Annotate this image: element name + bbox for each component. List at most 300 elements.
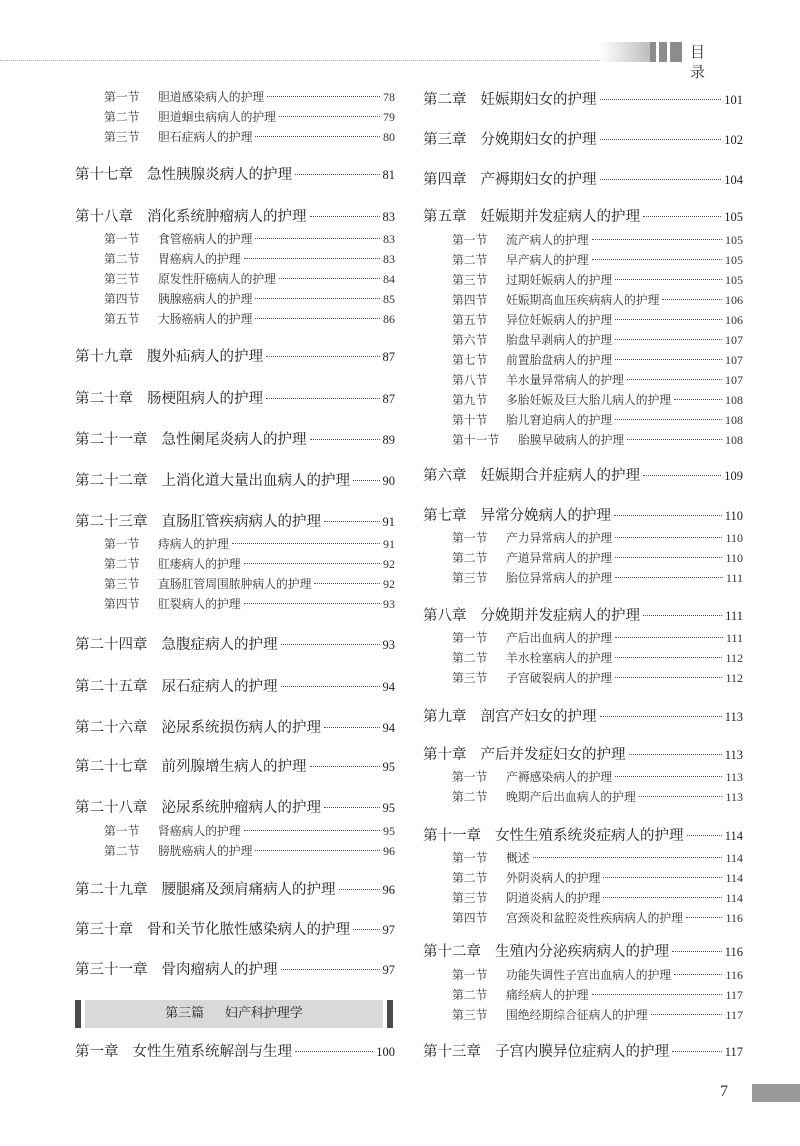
page-ref: 89 <box>382 433 395 447</box>
toc-entry-title-group <box>423 88 597 109</box>
section-title: 流产病人的护理 <box>506 233 589 247</box>
toc-section-entry[interactable] <box>452 529 743 547</box>
page-ref: 111 <box>725 571 743 585</box>
section-number: 第三节 <box>452 1008 488 1022</box>
section-number: 第二节 <box>452 988 488 1002</box>
toc-section-entry[interactable] <box>452 629 743 647</box>
toc-entry-title-group <box>452 431 624 448</box>
section-number: 第二节 <box>104 252 140 266</box>
page-ref: 102 <box>724 133 743 147</box>
section-number: 第二节 <box>452 790 488 804</box>
chapter-number: 第二十一章 <box>75 432 148 448</box>
section-number: 第一节 <box>452 851 488 865</box>
toc-section-entry[interactable] <box>452 291 743 309</box>
part-banner <box>75 1000 393 1028</box>
section-title: 直肠肛管周围脓肿病人的护理 <box>158 577 312 591</box>
section-number: 第五节 <box>452 313 488 327</box>
chapter-number: 第十七章 <box>75 167 133 183</box>
section-title: 多胎妊娠及巨大胎儿病人的护理 <box>506 393 672 407</box>
page-ref: 95 <box>382 760 395 774</box>
chapter-title: 直肠肛管疾病病人的护理 <box>161 514 321 530</box>
page-ref: 113 <box>724 710 743 724</box>
section-title: 产褥感染病人的护理 <box>506 770 613 784</box>
dot-leader <box>533 857 723 858</box>
header-title: 目 录 <box>690 43 728 81</box>
dot-leader <box>615 577 723 578</box>
page-ref: 105 <box>725 233 743 247</box>
page-ref: 108 <box>725 393 743 407</box>
section-title: 大肠癌病人的护理 <box>158 312 253 326</box>
section-number: 第一节 <box>452 770 488 784</box>
section-title: 肛裂病人的护理 <box>158 597 241 611</box>
section-title: 胎位异常病人的护理 <box>506 571 613 585</box>
chapter-title: 腰腿痛及颈肩痛病人的护理 <box>161 882 336 898</box>
toc-entry-title-group <box>452 231 589 248</box>
toc-section-entry[interactable] <box>452 411 743 429</box>
toc-entry-title-group <box>423 168 597 189</box>
chapter-number: 第八章 <box>423 608 467 624</box>
page-ref: 107 <box>725 333 743 347</box>
section-title: 产后出血病人的护理 <box>506 631 613 645</box>
page-ref: 97 <box>382 963 395 977</box>
chapter-title: 上消化道大量出血病人的护理 <box>161 473 350 489</box>
section-number: 第一节 <box>104 232 140 246</box>
section-title: 妊娠期高血压疾病病人的护理 <box>506 293 660 307</box>
page-number-bar <box>752 1084 800 1102</box>
toc-entry-title-group <box>452 669 612 686</box>
section-title: 宫颈炎和盆腔炎性疾病病人的护理 <box>506 911 683 925</box>
section-number: 第四节 <box>452 911 488 925</box>
section-number: 第三节 <box>452 571 488 585</box>
section-number: 第六节 <box>452 333 488 347</box>
section-number: 第一节 <box>104 824 140 838</box>
toc-section-entry[interactable] <box>452 251 743 269</box>
toc-entry-title-group <box>452 768 612 785</box>
section-number: 第三节 <box>452 273 488 287</box>
chapter-title: 剖宫产妇女的护理 <box>480 709 597 725</box>
toc-chapter-entry[interactable] <box>423 128 743 150</box>
toc-entry-title-group <box>452 311 612 328</box>
toc-entry-title-group <box>423 504 611 525</box>
dot-leader <box>592 239 722 240</box>
toc-section-entry[interactable] <box>452 271 743 289</box>
chapter-number: 第二十六章 <box>75 720 148 736</box>
toc-section-entry[interactable] <box>452 909 743 927</box>
section-number: 第三节 <box>104 577 140 591</box>
toc-entry-title-group <box>423 940 669 961</box>
dot-leader <box>615 339 722 340</box>
section-title: 功能失调性子宫出血病人的护理 <box>506 968 672 982</box>
page-ref: 83 <box>382 210 395 224</box>
dot-leader <box>600 716 722 717</box>
chapter-number: 第二十二章 <box>75 473 148 489</box>
section-number: 第四节 <box>104 292 140 306</box>
section-number: 第三节 <box>104 272 140 286</box>
page-ref: 114 <box>725 891 743 905</box>
dot-leader <box>615 359 722 360</box>
dot-leader <box>687 835 722 836</box>
section-title: 产力异常病人的护理 <box>506 531 613 545</box>
dot-leader <box>629 754 722 755</box>
toc-section-entry[interactable] <box>452 549 743 567</box>
chapter-number: 第七章 <box>423 508 467 524</box>
page-ref: 110 <box>724 509 743 523</box>
chapter-title: 尿石症病人的护理 <box>161 679 278 695</box>
toc-entry-title-group <box>452 411 612 428</box>
page-ref: 113 <box>725 770 743 784</box>
page-ref: 113 <box>725 790 743 804</box>
toc-entry-title-group <box>452 849 530 866</box>
chapter-number: 第九章 <box>423 709 467 725</box>
dot-leader <box>651 1014 723 1015</box>
page-ref: 104 <box>724 173 743 187</box>
chapter-title: 骨和关节化脓性感染病人的护理 <box>147 922 350 938</box>
toc-section-entry[interactable] <box>452 331 743 349</box>
chapter-title: 泌尿系统损伤病人的护理 <box>161 720 321 736</box>
page-ref: 114 <box>724 829 743 843</box>
toc-entry-title-group <box>452 966 671 983</box>
section-title: 概述 <box>506 851 530 865</box>
toc-section-entry[interactable] <box>452 569 743 587</box>
toc-section-entry[interactable] <box>452 351 743 369</box>
dot-leader <box>615 637 723 638</box>
toc-chapter-entry[interactable] <box>423 88 743 110</box>
toc-section-entry[interactable] <box>452 431 743 449</box>
chapter-title: 急性胰腺炎病人的护理 <box>147 167 292 183</box>
section-number: 第一节 <box>104 537 140 551</box>
chapter-title: 腹外疝病人的护理 <box>147 349 263 365</box>
section-title: 原发性肝癌病人的护理 <box>158 272 276 286</box>
chapter-title: 妊娠期妇女的护理 <box>480 92 597 108</box>
toc-chapter-entry[interactable] <box>423 705 743 727</box>
chapter-title: 妊娠期合并症病人的护理 <box>480 468 640 484</box>
toc-section-entry[interactable] <box>452 231 743 249</box>
dot-leader <box>615 279 722 280</box>
chapter-number: 第二十七章 <box>75 759 148 775</box>
page-ref: 94 <box>382 680 395 694</box>
page-ref: 110 <box>725 531 743 545</box>
chapter-number: 第三十章 <box>75 922 133 938</box>
dot-leader <box>662 299 722 300</box>
page-ref: 116 <box>725 911 743 925</box>
dot-leader <box>639 796 723 797</box>
section-number: 第二节 <box>452 253 488 267</box>
part-banner-left-bar <box>75 1000 81 1028</box>
section-title: 产道异常病人的护理 <box>506 551 613 565</box>
toc-entry-title-group <box>452 869 600 886</box>
chapter-title: 急性阑尾炎病人的护理 <box>161 432 307 448</box>
dot-leader <box>600 139 722 140</box>
page-ref: 105 <box>725 273 743 287</box>
chapter-number: 第十三章 <box>423 1044 481 1060</box>
toc-entry-title-group <box>423 604 640 625</box>
page-ref: 113 <box>724 748 743 762</box>
dot-leader <box>672 951 722 952</box>
chapter-number: 第二十九章 <box>75 882 148 898</box>
toc-entry-title-group <box>452 251 589 268</box>
toc-entry-title-group <box>423 1040 669 1061</box>
page-ref: 112 <box>725 671 743 685</box>
section-title: 胆石症病人的护理 <box>158 130 253 144</box>
section-number: 第一节 <box>452 968 488 982</box>
chapter-number: 第十章 <box>423 747 467 763</box>
chapter-number: 第四章 <box>423 172 467 188</box>
toc-entry-title-group <box>452 271 612 288</box>
toc-section-entry[interactable] <box>452 889 743 907</box>
page-ref: 95 <box>383 824 395 838</box>
section-title: 过期妊娠病人的护理 <box>506 273 613 287</box>
chapter-number: 第二十八章 <box>75 800 148 816</box>
toc-entry-title-group <box>452 331 612 348</box>
chapter-title: 异常分娩病人的护理 <box>480 508 611 524</box>
chapter-number: 第十九章 <box>75 349 133 365</box>
dot-leader <box>643 615 722 616</box>
dot-leader <box>643 216 721 217</box>
section-number: 第一节 <box>452 531 488 545</box>
chapter-number: 第二十三章 <box>75 514 148 530</box>
page-ref: 107 <box>725 353 743 367</box>
part-banner-right-bar <box>387 1000 393 1028</box>
page-ref: 83 <box>383 252 395 266</box>
chapter-number: 第十一章 <box>423 828 481 844</box>
chapter-number: 第二十五章 <box>75 679 148 695</box>
section-number: 第二节 <box>452 871 488 885</box>
dot-leader <box>600 179 722 180</box>
section-number: 第二节 <box>452 651 488 665</box>
section-number: 第七节 <box>452 353 488 367</box>
page-ref: 106 <box>725 313 743 327</box>
section-title: 膀胱癌病人的护理 <box>158 844 253 858</box>
section-number: 第八节 <box>452 373 488 387</box>
section-number: 第五节 <box>104 312 140 326</box>
page-ref: 92 <box>383 577 395 591</box>
section-number: 第十节 <box>452 413 488 427</box>
dot-leader <box>592 994 723 995</box>
toc-entry-title-group <box>452 889 600 906</box>
toc-chapter-entry[interactable] <box>423 824 743 846</box>
section-number: 第一节 <box>452 631 488 645</box>
section-title: 胎膜早破病人的护理 <box>518 433 625 447</box>
toc-entry-title-group <box>452 371 624 388</box>
page-ref: 87 <box>382 350 395 364</box>
chapter-number: 第二十四章 <box>75 637 148 653</box>
chapter-title: 骨肉瘤病人的护理 <box>161 962 278 978</box>
page-ref: 90 <box>382 474 395 488</box>
page-ref: 100 <box>376 1045 395 1059</box>
section-title: 阴道炎病人的护理 <box>506 891 601 905</box>
page-ref: 97 <box>382 923 395 937</box>
toc-entry-title-group <box>423 743 626 764</box>
toc-entry-title-group <box>423 205 640 226</box>
section-number: 第二节 <box>104 557 140 571</box>
toc-section-entry[interactable] <box>452 371 743 389</box>
page-ref: 106 <box>725 293 743 307</box>
chapter-title: 急腹症病人的护理 <box>161 637 278 653</box>
chapter-number: 第十二章 <box>423 944 481 960</box>
part-title: 妇产科护理学 <box>224 1006 303 1021</box>
page-ref: 86 <box>383 312 395 326</box>
page-ref: 93 <box>383 597 395 611</box>
page-ref: 116 <box>725 968 743 982</box>
page-ref: 110 <box>725 551 743 565</box>
section-title: 子宫破裂病人的护理 <box>506 671 613 685</box>
toc-entry-title-group <box>452 909 683 926</box>
page-ref: 91 <box>382 515 395 529</box>
chapter-title: 妊娠期并发症病人的护理 <box>480 209 640 225</box>
page-ref: 117 <box>724 1045 743 1059</box>
page-ref: 109 <box>724 469 743 483</box>
toc-entry-title-group <box>423 705 597 726</box>
toc-entry-title-group <box>452 986 589 1003</box>
section-number: 第二节 <box>104 844 140 858</box>
dot-leader <box>615 677 722 678</box>
chapter-number: 第三十一章 <box>75 962 148 978</box>
toc-section-entry[interactable] <box>452 966 743 984</box>
toc-entry-title-group <box>452 529 612 546</box>
dot-leader <box>600 99 722 100</box>
page-ref: 87 <box>382 392 395 406</box>
toc-section-entry[interactable] <box>452 669 743 687</box>
toc-chapter-entry[interactable] <box>423 464 743 486</box>
page-ref: 107 <box>725 373 743 387</box>
toc-entry-title-group <box>423 824 684 845</box>
section-title: 胆道蛔虫病病人的护理 <box>158 110 276 124</box>
toc-entry-title-group <box>452 549 612 566</box>
toc-chapter-entry[interactable] <box>423 940 743 962</box>
dot-leader <box>592 259 722 260</box>
section-title: 肛瘘病人的护理 <box>158 557 241 571</box>
dot-leader <box>603 897 722 898</box>
page-ref: 114 <box>725 871 743 885</box>
section-number: 第十一节 <box>452 433 500 447</box>
page-ref: 91 <box>383 537 395 551</box>
dot-leader <box>615 776 722 777</box>
section-title: 肾癌病人的护理 <box>158 824 241 838</box>
toc-chapter-entry[interactable] <box>423 743 743 765</box>
chapter-title: 子宫内膜异位症病人的护理 <box>495 1044 669 1060</box>
section-number: 第二节 <box>452 551 488 565</box>
section-number: 第三节 <box>452 671 488 685</box>
part-banner-label <box>85 1000 383 1028</box>
page-ref: 95 <box>382 801 395 815</box>
dot-leader <box>615 657 722 658</box>
section-title: 异位妊娠病人的护理 <box>506 313 613 327</box>
toc-section-entry[interactable] <box>452 311 743 329</box>
page-ref: 108 <box>725 433 743 447</box>
toc-chapter-entry[interactable] <box>423 504 743 526</box>
dot-leader <box>603 877 722 878</box>
toc-section-entry[interactable] <box>452 869 743 887</box>
page-ref: 84 <box>383 272 395 286</box>
dot-leader <box>615 537 722 538</box>
part-number: 第三篇 <box>165 1006 205 1021</box>
chapter-title: 消化系统肿瘤病人的护理 <box>147 209 307 225</box>
page-ref: 117 <box>725 1008 743 1022</box>
toc-chapter-entry[interactable] <box>423 205 743 227</box>
chapter-number: 第六章 <box>423 468 467 484</box>
toc-section-entry[interactable] <box>452 986 743 1004</box>
section-title: 胰腺癌病人的护理 <box>158 292 253 306</box>
section-title: 前置胎盘病人的护理 <box>506 353 613 367</box>
toc-entry-title-group <box>452 351 612 368</box>
chapter-title: 肠梗阻病人的护理 <box>147 391 263 407</box>
page-ref: 105 <box>724 210 743 224</box>
page-ref: 105 <box>725 253 743 267</box>
toc-entry-title-group <box>452 649 612 666</box>
dot-leader <box>614 515 722 516</box>
section-title: 胃癌病人的护理 <box>158 252 241 266</box>
section-title: 外阴炎病人的护理 <box>506 871 601 885</box>
toc-section-entry[interactable] <box>452 768 743 786</box>
toc-chapter-entry[interactable] <box>423 604 743 626</box>
dot-leader <box>674 974 722 975</box>
section-number: 第三节 <box>452 891 488 905</box>
section-title: 早产病人的护理 <box>506 253 589 267</box>
section-number: 第四节 <box>452 293 488 307</box>
dot-leader <box>674 399 722 400</box>
dot-leader <box>643 475 721 476</box>
toc-entry-title-group <box>452 629 612 646</box>
dot-leader <box>615 319 722 320</box>
toc-section-entry[interactable] <box>452 1006 743 1024</box>
section-number: 第四节 <box>104 597 140 611</box>
page-ref: 96 <box>382 883 395 897</box>
toc-section-entry[interactable] <box>452 788 743 806</box>
dot-leader <box>627 439 722 440</box>
toc-chapter-entry[interactable] <box>423 1040 743 1062</box>
toc-section-entry[interactable] <box>452 649 743 667</box>
page-ref: 79 <box>383 110 395 124</box>
section-title: 胎儿窘迫病人的护理 <box>506 413 613 427</box>
page-ref: 101 <box>724 93 743 107</box>
toc-section-entry[interactable] <box>452 391 743 409</box>
page-ref: 92 <box>383 557 395 571</box>
section-number: 第二节 <box>104 110 140 124</box>
section-title: 痔病人的护理 <box>158 537 229 551</box>
section-title: 痛经病人的护理 <box>506 988 589 1002</box>
page-ref: 85 <box>383 292 395 306</box>
toc-entry-title-group <box>452 788 636 805</box>
toc-chapter-entry[interactable] <box>423 168 743 190</box>
page-ref: 83 <box>383 232 395 246</box>
page-ref: 93 <box>382 638 395 652</box>
dot-leader <box>615 419 722 420</box>
chapter-title: 产褥期妇女的护理 <box>480 172 597 188</box>
page-ref: 117 <box>725 988 743 1002</box>
page-ref: 111 <box>725 631 743 645</box>
section-title: 晚期产后出血病人的护理 <box>506 790 636 804</box>
toc-section-entry[interactable] <box>452 849 743 867</box>
page-ref: 112 <box>725 651 743 665</box>
page-ref: 96 <box>383 844 395 858</box>
chapter-number: 第二十章 <box>75 391 133 407</box>
page-ref: 116 <box>724 945 743 959</box>
chapter-title: 分娩期并发症病人的护理 <box>480 608 640 624</box>
page-ref: 114 <box>725 851 743 865</box>
dot-leader <box>615 557 722 558</box>
page-ref: 80 <box>383 130 395 144</box>
page-ref: 81 <box>382 168 395 182</box>
toc-entry-title-group <box>452 1006 648 1023</box>
section-title: 食管癌病人的护理 <box>158 232 253 246</box>
chapter-number: 第五章 <box>423 209 467 225</box>
chapter-title: 产后并发症妇女的护理 <box>480 747 626 763</box>
section-number: 第一节 <box>104 90 140 104</box>
chapter-number: 第十八章 <box>75 209 133 225</box>
section-title: 羊水栓塞病人的护理 <box>506 651 613 665</box>
dot-leader <box>686 917 722 918</box>
page-ref: 94 <box>382 721 395 735</box>
